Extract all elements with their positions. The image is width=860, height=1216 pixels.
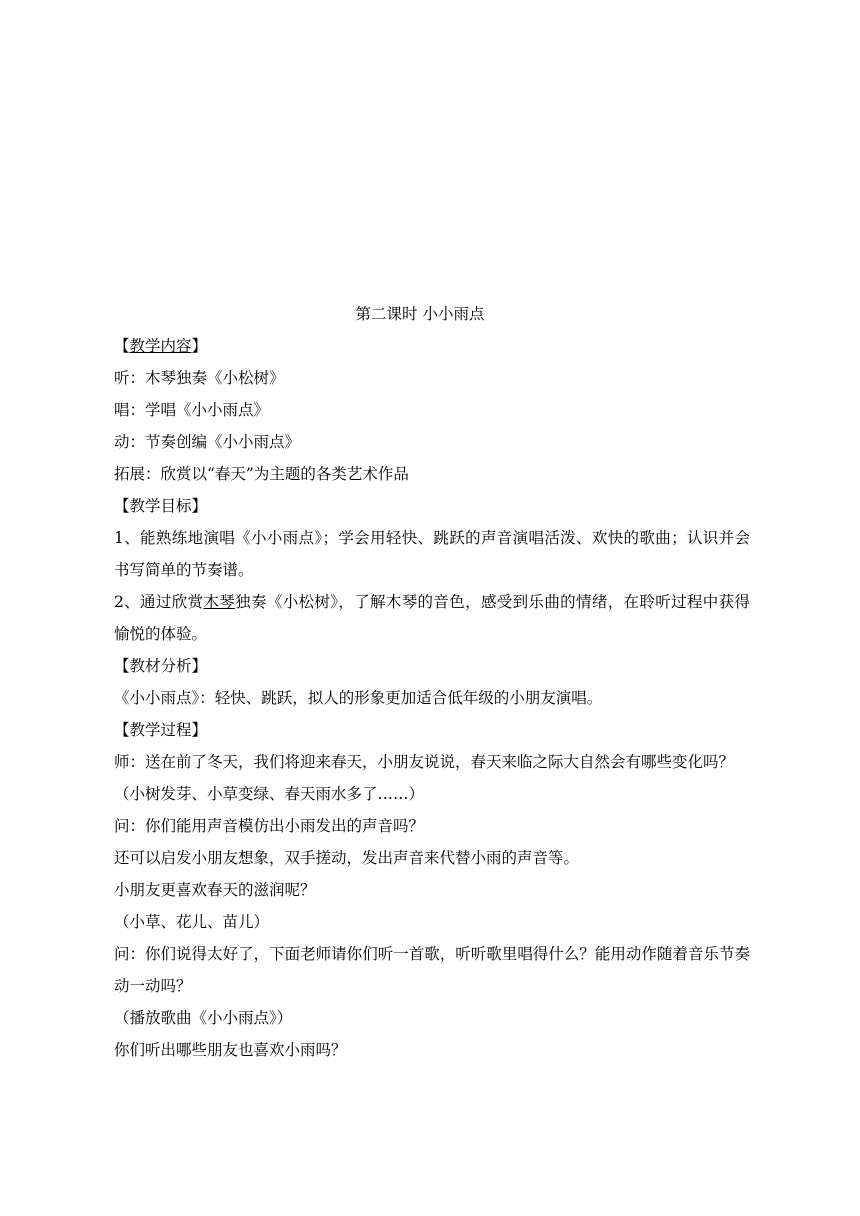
- goal-item-2-underlined: 木琴: [203, 593, 236, 611]
- section-heading-process: 【教学过程】: [114, 721, 208, 739]
- process-paragraph-9: 你们听出哪些朋友也喜欢小雨吗？: [114, 1041, 347, 1059]
- document-body: [114, 298, 754, 1066]
- goal-item-2: [114, 586, 750, 650]
- process-paragraph-5: 小朋友更喜欢春天的滋润呢？: [114, 881, 316, 899]
- section-heading-goals: 【教学目标】: [114, 497, 208, 515]
- bracket-close: 】: [191, 337, 208, 355]
- process-paragraph-7: 问：你们说得太好了，下面老师请你们听一首歌，听听歌里唱得什么？能用动作随着音乐节奏动一动吗？: [114, 945, 750, 995]
- analysis-text: 《小小雨点》：轻快、跳跃，拟人的形象更加适合低年级的小朋友演唱。: [114, 689, 603, 707]
- process-paragraph-4: 还可以启发小朋友想象，双手搓动，发出声音来代替小雨的声音等。: [114, 849, 580, 867]
- content-line-extend: 拓展：欣赏以“春天”为主题的各类艺术作品: [114, 465, 409, 483]
- goal-item-2-post: 独奏《小松树》，了解木琴的音色，感受到乐曲的情绪，在聆听过程中获得愉悦的体验。: [114, 593, 750, 643]
- goal-item-1: 1、能熟练地演唱《小小雨点》；学会用轻快、跳跃的声音演唱活泼、欢快的歌曲；认识并会书写简单的节奏谱。: [114, 529, 750, 579]
- heading-text: 教学内容: [129, 337, 192, 355]
- process-paragraph-1: 师：送在前了冬天，我们将迎来春天，小朋友说说，春天来临之际大自然会有哪些变化吗？: [114, 753, 735, 771]
- section-heading-content: [114, 330, 754, 362]
- process-paragraph-8: （播放歌曲《小小雨点》）: [114, 1009, 293, 1027]
- section-heading-analysis: 【教材分析】: [114, 657, 208, 675]
- page-title: 第二课时 小小雨点: [355, 305, 485, 323]
- bracket-open: 【: [114, 337, 130, 355]
- content-line-move: 动：节奏创编《小小雨点》: [114, 433, 301, 451]
- process-paragraph-6: （小草、花儿、苗儿）: [114, 913, 270, 931]
- content-line-sing: 唱：学唱《小小雨点》: [114, 401, 270, 419]
- process-paragraph-3: 问：你们能用声音模仿出小雨发出的声音吗？: [114, 817, 425, 835]
- goal-item-2-pre: 2、通过欣赏: [114, 593, 204, 611]
- process-paragraph-2: （小树发芽、小草变绿、春天雨水多了……）: [114, 785, 425, 803]
- content-line-listen: 听：木琴独奏《小松树》: [114, 369, 285, 387]
